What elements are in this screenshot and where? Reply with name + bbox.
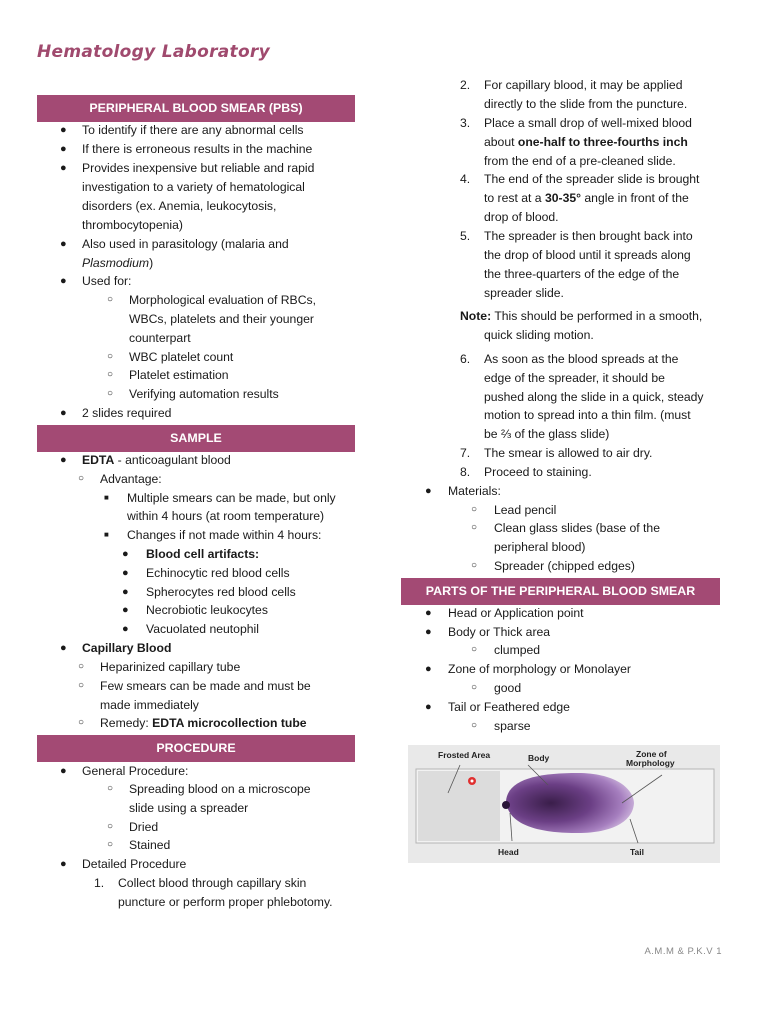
list-item: sparse (494, 719, 531, 733)
hollow-bullet-icon: ○ (471, 720, 478, 731)
list-item: Clean glass slides (base of the (494, 521, 660, 535)
list-item-cont: directly to the slide from the puncture. (484, 97, 688, 111)
bold-text: EDTA microcollection tube (152, 716, 307, 730)
list-item: Body or Thick area (448, 625, 551, 639)
list-item (82, 639, 171, 658)
list-item: Used for: (82, 274, 132, 288)
bold-text: 30-35° (544, 191, 582, 205)
blood-smear-figure (408, 745, 720, 863)
text-fragment: Remedy: (100, 716, 153, 730)
bullet-icon: ● (60, 765, 67, 777)
label-frosted-area: Frosted Area (438, 750, 491, 760)
list-number: 6. (460, 352, 471, 366)
list-item-cont: disorders (ex. Anemia, leukocytosis, (82, 199, 277, 213)
list-number: 1. (94, 876, 105, 890)
list-item: Spreader (chipped edges) (494, 559, 635, 573)
frosted-area (418, 771, 500, 841)
bold-text: one-half to three-fourths inch (517, 135, 688, 149)
list-item (100, 714, 307, 733)
square-bullet-icon: ■ (104, 493, 109, 502)
list-item-cont: motion to spread into a thin film. (must (484, 408, 691, 422)
bold-text: Capillary Blood (82, 641, 172, 655)
list-number: 8. (460, 465, 471, 479)
list-item: Echinocytic red blood cells (146, 566, 290, 580)
list-item: Vacuolated neutophil (146, 622, 259, 636)
bullet-icon: ● (425, 626, 432, 638)
hollow-bullet-icon: ○ (78, 473, 85, 484)
text-fragment: - anticoagulant blood (114, 453, 231, 467)
list-item: Detailed Procedure (82, 857, 187, 871)
list-item: If there is erroneous results in the machine (82, 142, 313, 156)
hollow-bullet-icon: ○ (78, 717, 85, 728)
bullet-icon: ● (60, 407, 67, 419)
list-item (146, 545, 259, 564)
list-item-cont: the drop of blood until it spreads along (484, 248, 691, 262)
list-item: Necrobiotic leukocytes (146, 603, 268, 617)
section-header-sample: SAMPLE (37, 425, 355, 452)
list-item: Spherocytes red blood cells (146, 585, 296, 599)
label-tail: Tail (630, 847, 645, 857)
list-item: The spreader is then brought back into (484, 229, 693, 243)
label-head: Head (498, 847, 519, 857)
hollow-bullet-icon: ○ (78, 661, 85, 672)
list-item: Morphological evaluation of RBCs, (129, 293, 316, 307)
list-item: Dried (129, 820, 159, 834)
list-item: Materials: (448, 484, 501, 498)
bullet-icon: ● (122, 623, 129, 635)
section-header-parts: PARTS OF THE PERIPHERAL BLOOD SMEAR (401, 578, 720, 605)
list-number: 3. (460, 116, 471, 130)
list-item: Changes if not made within 4 hours: (127, 528, 322, 542)
section-header-pbs: PERIPHERAL BLOOD SMEAR (PBS) (37, 95, 355, 122)
text-fragment: about (484, 135, 518, 149)
hollow-bullet-icon: ○ (107, 351, 114, 362)
hollow-bullet-icon: ○ (471, 644, 478, 655)
bullet-icon: ● (60, 858, 67, 870)
bullet-icon: ● (60, 162, 67, 174)
list-item: For capillary blood, it may be applied (484, 78, 683, 92)
page-title: Hematology Laboratory (37, 42, 271, 62)
page-footer: A.M.M & P.K.V 1 (644, 946, 722, 957)
italic-text: Plasmodium (82, 256, 150, 270)
blood-smear-illustration (408, 745, 720, 863)
hollow-bullet-icon: ○ (107, 294, 114, 305)
list-item: Also used in parasitology (malaria and (82, 237, 289, 251)
bullet-icon: ● (60, 124, 67, 136)
bullet-icon: ● (425, 607, 432, 619)
smear-body (506, 773, 634, 833)
label-zone-1: Zone of (636, 749, 667, 759)
bullet-icon: ● (122, 548, 129, 560)
list-item-cont: slide using a spreader (129, 801, 249, 815)
text-fragment: This should be performed in a smooth, (491, 309, 703, 323)
list-number: 7. (460, 446, 471, 460)
list-item: clumped (494, 643, 541, 657)
bold-text: Note: (460, 309, 492, 323)
hollow-bullet-icon: ○ (107, 388, 114, 399)
list-item: good (494, 681, 522, 695)
list-item: Head or Application point (448, 606, 584, 620)
list-item-cont: within 4 hours (at room temperature) (127, 509, 325, 523)
square-bullet-icon: ■ (104, 530, 109, 539)
list-item-cont: peripheral blood) (494, 540, 586, 554)
list-item: Advantage: (100, 472, 162, 486)
list-item-cont: be ⅔ of the glass slide) (484, 427, 610, 441)
list-item: Lead pencil (494, 503, 557, 517)
list-item: WBC platelet count (129, 350, 234, 364)
hollow-bullet-icon: ○ (471, 560, 478, 571)
note-text (460, 307, 702, 326)
list-item-cont: edge of the spreader, it should be (484, 371, 665, 385)
bullet-icon: ● (122, 567, 129, 579)
list-item: Spreading blood on a microscope (129, 782, 311, 796)
bullet-icon: ● (60, 454, 67, 466)
text-fragment: angle in front of the (581, 191, 689, 205)
bullet-icon: ● (60, 238, 67, 250)
list-number: 2. (460, 78, 471, 92)
bullet-icon: ● (60, 642, 67, 654)
list-item-cont: from the end of a pre-cleaned slide. (484, 154, 676, 168)
hollow-bullet-icon: ○ (471, 504, 478, 515)
note-text-cont: quick sliding motion. (484, 328, 594, 342)
bold-text: EDTA (82, 453, 115, 467)
hollow-bullet-icon: ○ (107, 821, 114, 832)
list-item: Multiple smears can be made, but only (127, 491, 336, 505)
list-item: Provides inexpensive but reliable and rapid (82, 161, 315, 175)
list-item: Zone of morphology or Monolayer (448, 662, 631, 676)
text-fragment: ) (149, 256, 154, 270)
list-number: 4. (460, 172, 471, 186)
text-fragment: to rest at a (484, 191, 545, 205)
list-item: General Procedure: (82, 764, 189, 778)
list-item-cont: spreader slide. (484, 286, 564, 300)
list-item: 2 slides required (82, 406, 172, 420)
list-item: Few smears can be made and must be (100, 679, 311, 693)
hollow-bullet-icon: ○ (107, 783, 114, 794)
list-item-cont: pushed along the slide in a quick, steady (484, 390, 704, 404)
list-item: Place a small drop of well-mixed blood (484, 116, 692, 130)
bullet-icon: ● (60, 143, 67, 155)
hollow-bullet-icon: ○ (78, 680, 85, 691)
bullet-icon: ● (425, 485, 432, 497)
list-item: Collect blood through capillary skin (118, 876, 307, 890)
list-item-cont: made immediately (100, 698, 199, 712)
list-number: 5. (460, 229, 471, 243)
list-item-cont: WBCs, platelets and their younger (129, 312, 314, 326)
list-item-cont: drop of blood. (484, 210, 559, 224)
bullet-icon: ● (122, 604, 129, 616)
list-item: Proceed to staining. (484, 465, 592, 479)
list-item-cont: the three-quarters of the edge of the (484, 267, 680, 281)
list-item: Platelet estimation (129, 368, 229, 382)
list-item: Heparinized capillary tube (100, 660, 241, 674)
smear-head (502, 801, 510, 809)
list-item-cont: thrombocytopenia) (82, 218, 183, 232)
list-item: Stained (129, 838, 171, 852)
hollow-bullet-icon: ○ (107, 369, 114, 380)
label-body: Body (528, 753, 550, 763)
list-item: To identify if there are any abnormal cells (82, 123, 304, 137)
list-item (82, 451, 231, 470)
list-item: Tail or Feathered edge (448, 700, 570, 714)
list-item: The smear is allowed to air dry. (484, 446, 653, 460)
list-item-cont: counterpart (129, 331, 191, 345)
list-item-cont (484, 189, 689, 208)
list-item-cont: investigation to a variety of hematological (82, 180, 305, 194)
list-item-cont (82, 254, 153, 273)
label-zone-2: Morphology (626, 758, 675, 768)
list-item-cont: puncture or perform proper phlebotomy. (118, 895, 333, 909)
hollow-bullet-icon: ○ (471, 682, 478, 693)
bullet-icon: ● (60, 275, 67, 287)
list-item-cont (484, 133, 688, 152)
list-item: The end of the spreader slide is brought (484, 172, 700, 186)
bullet-icon: ● (122, 586, 129, 598)
list-item: Verifying automation results (129, 387, 279, 401)
bullet-icon: ● (425, 701, 432, 713)
section-header-procedure: PROCEDURE (37, 735, 355, 762)
hollow-bullet-icon: ○ (471, 522, 478, 533)
bullet-icon: ● (425, 663, 432, 675)
list-item: As soon as the blood spreads at the (484, 352, 679, 366)
bold-text: Blood cell artifacts: (146, 547, 260, 561)
hollow-bullet-icon: ○ (107, 839, 114, 850)
